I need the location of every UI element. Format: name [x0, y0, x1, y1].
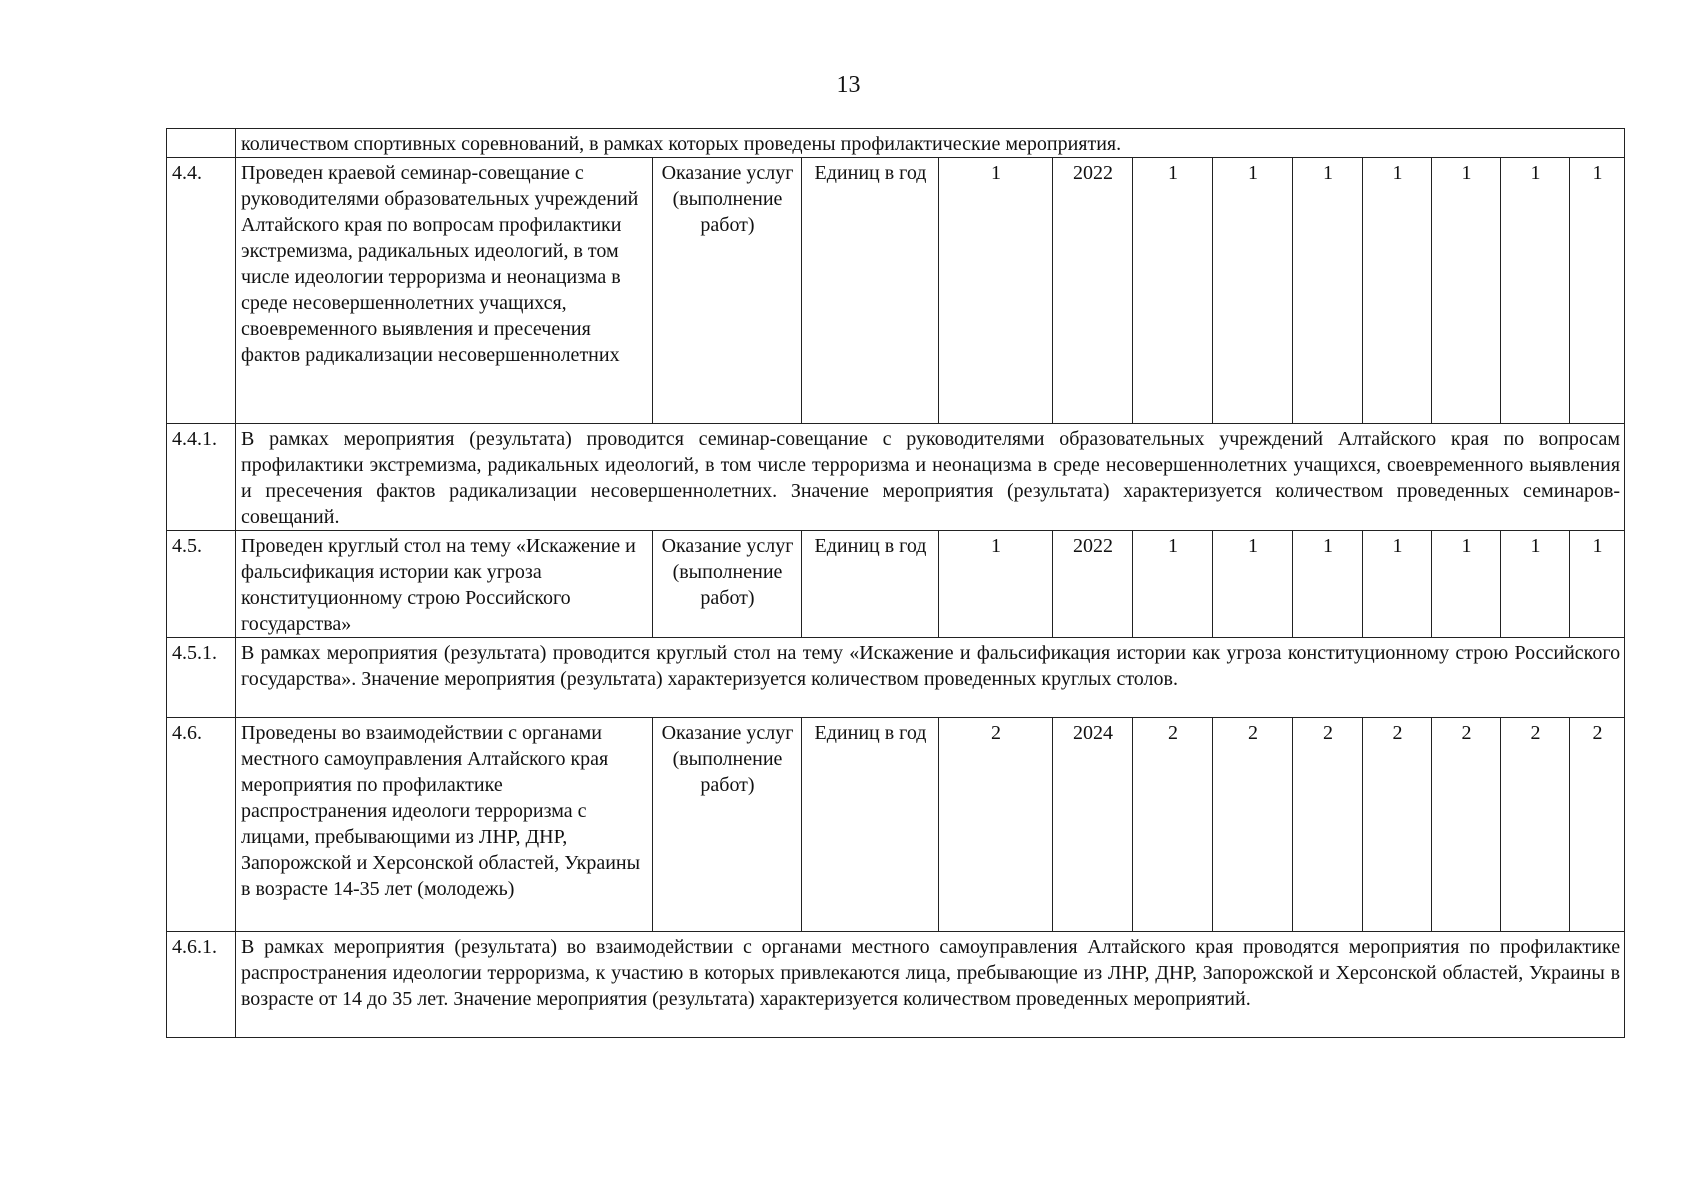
row-name: Проведены во взаимодействии с органами местного самоуправления Алтайского края мероприятия по профилактике распространения идеологи терроризма с лицами, пребывающими из ЛНР, ДНР, Запорожской и Херсонской областей, Украины в возрасте 14-35 лет (молодежь): [236, 718, 653, 932]
results-table: [166, 128, 1625, 1038]
row-value: 1: [1363, 531, 1432, 638]
row-unit: Единиц в год: [802, 718, 939, 932]
description-row: [167, 424, 1625, 531]
row-value: 2: [1570, 718, 1625, 932]
intro-num-cell: [167, 129, 236, 158]
row-base-value: 1: [939, 531, 1053, 638]
description-text: В рамках мероприятия (результата) проводится круглый стол на тему «Искажение и фальсификация истории как угроза конституционному строю Российского государства». Значение мероприятия (результата) характеризуется количеством проведенных круглых столов.: [236, 638, 1625, 718]
table-row: [167, 158, 1625, 424]
row-value: 2: [1501, 718, 1570, 932]
row-value: 1: [1363, 158, 1432, 424]
row-base-value: 2: [939, 718, 1053, 932]
row-value: 2: [1363, 718, 1432, 932]
page-number: 13: [836, 72, 861, 98]
row-type: Оказание услуг (выполнение работ): [653, 158, 802, 424]
description-row: [167, 638, 1625, 718]
row-type: Оказание услуг (выполнение работ): [653, 718, 802, 932]
row-value: 2: [1432, 718, 1501, 932]
description-text: В рамках мероприятия (результата) во взаимодействии с органами местного самоуправления Алтайского края проводятся мероприятия по профилактике распространения идеологии терроризма, к участию в которых привлекаются лица, пребывающие из ЛНР, ДНР, Запорожской и Херсонской областей, Украины в возрасте от 14 до 35 лет. Значение мероприятия (результата) характеризуется количеством проведенных мероприятий.: [236, 932, 1625, 1038]
row-base-year: 2024: [1053, 718, 1133, 932]
row-value: 1: [1501, 158, 1570, 424]
row-number: 4.6.: [167, 718, 236, 932]
row-base-year: 2022: [1053, 158, 1133, 424]
row-value: 1: [1213, 531, 1293, 638]
row-value: 1: [1570, 158, 1625, 424]
row-unit: Единиц в год: [802, 158, 939, 424]
row-name: Проведен краевой семинар-совещание с руководителями образовательных учреждений Алтайского края по вопросам профилактики экстремизма, радикальных идеологий, в том числе идеологии терроризма и неонацизма в среде несовершеннолетних учащихся, своевременного выявления и пресечения фактов радикализации несовершеннолетних: [236, 158, 653, 424]
description-number: 4.6.1.: [167, 932, 236, 1038]
table-body: [167, 129, 1625, 1038]
intro-text-cell: количеством спортивных соревнований, в рамках которых проведены профилактические мероприятия.: [236, 129, 1625, 158]
row-type: Оказание услуг (выполнение работ): [653, 531, 802, 638]
row-value: 2: [1293, 718, 1363, 932]
row-value: 1: [1432, 158, 1501, 424]
description-row: [167, 932, 1625, 1038]
table-row: [167, 531, 1625, 638]
description-number: 4.4.1.: [167, 424, 236, 531]
row-base-year: 2022: [1053, 531, 1133, 638]
description-text: В рамках мероприятия (результата) проводится семинар-совещание с руководителями образовательных учреждений Алтайского края по вопросам профилактики экстремизма, радикальных идеологий, в том числе терроризма и неонацизма в среде несовершеннолетних учащихся, своевременного выявления и пресечения фактов радикализации несовершеннолетних. Значение мероприятия (результата) характеризуется количеством проведенных семинаров-совещаний.: [236, 424, 1625, 531]
row-unit: Единиц в год: [802, 531, 939, 638]
row-value: 1: [1432, 531, 1501, 638]
row-value: 1: [1213, 158, 1293, 424]
row-value: 1: [1133, 158, 1213, 424]
row-value: 1: [1570, 531, 1625, 638]
row-name: Проведен круглый стол на тему «Искажение и фальсификация истории как угроза конституционному строю Российского государства»: [236, 531, 653, 638]
table-row: [167, 718, 1625, 932]
row-value: 1: [1293, 158, 1363, 424]
row-value: 2: [1133, 718, 1213, 932]
intro-row: [167, 129, 1625, 158]
row-number: 4.5.: [167, 531, 236, 638]
row-value: 1: [1133, 531, 1213, 638]
row-base-value: 1: [939, 158, 1053, 424]
row-value: 1: [1501, 531, 1570, 638]
description-number: 4.5.1.: [167, 638, 236, 718]
row-number: 4.4.: [167, 158, 236, 424]
row-value: 2: [1213, 718, 1293, 932]
row-value: 1: [1293, 531, 1363, 638]
